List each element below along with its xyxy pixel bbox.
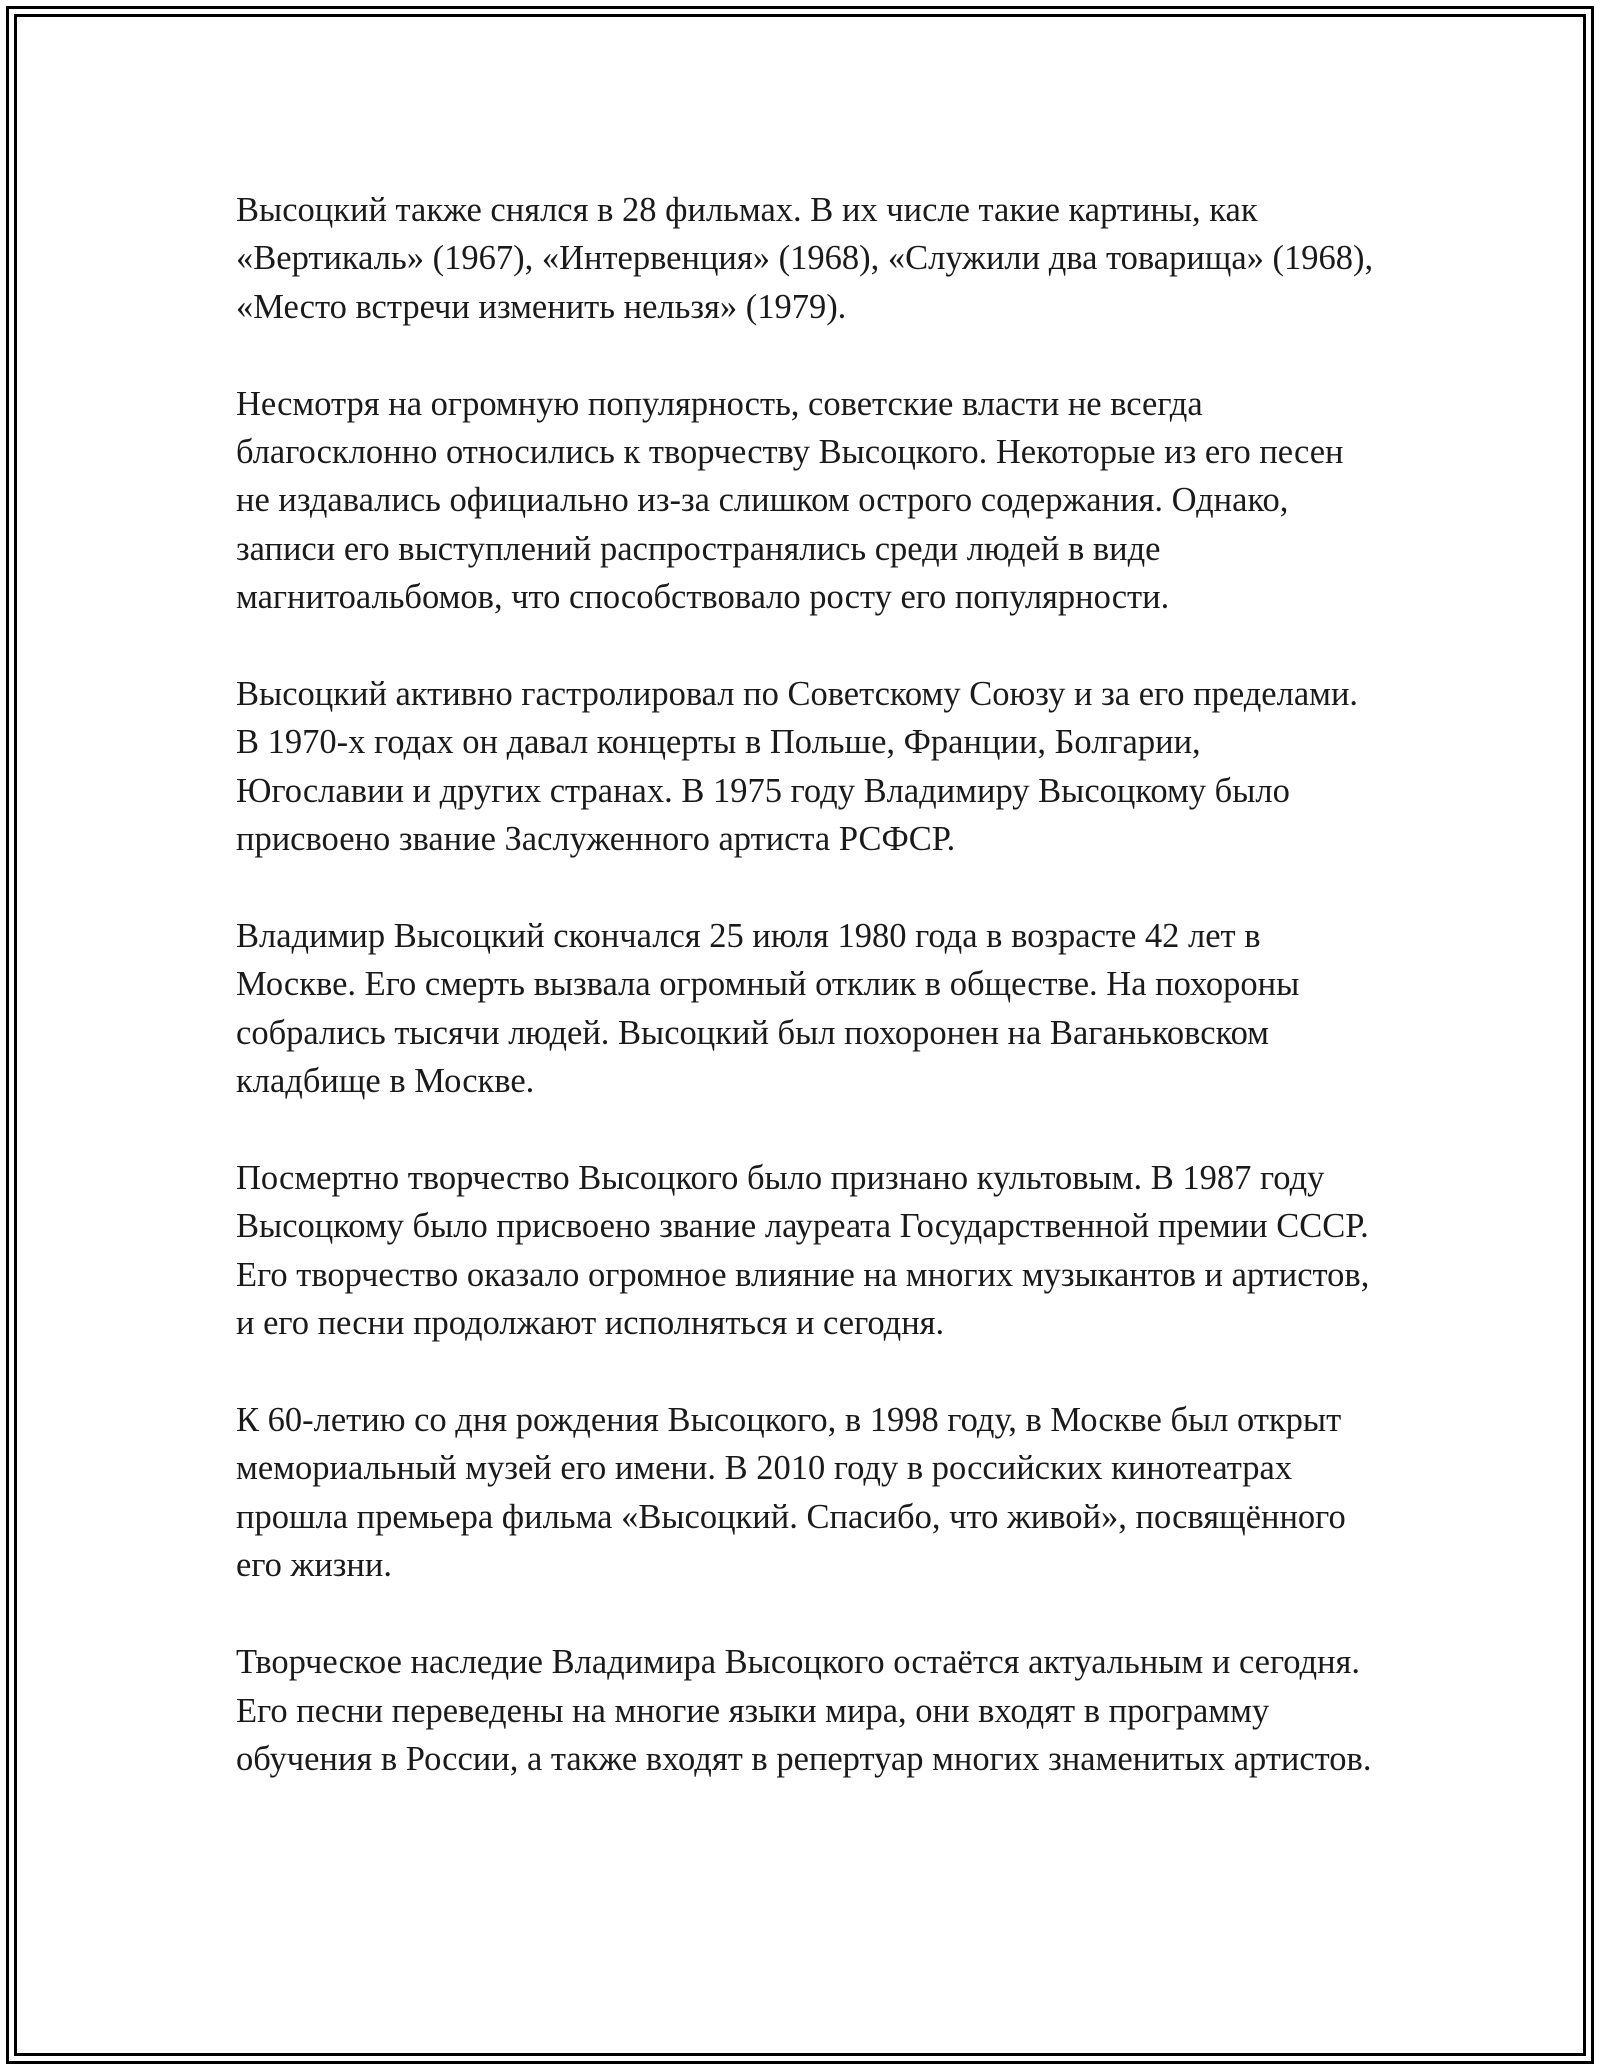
document-body: [236, 186, 1376, 1832]
paragraph-heritage: Творческое наследие Владимира Высоцкого остаётся актуальным и сегодня. Его песни переведены на многие языки мира, они входят в программу обучения в России, а также входят в репертуар многих знаменитых артистов.: [236, 1643, 1372, 1778]
paragraph-death: Владимир Высоцкий скончался 25 июля 1980 года в возрасте 42 лет в Москве. Его смерть вызвала огромный отклик в обществе. На похороны собрались тысячи людей. Высоцкий был похоронен на Ваганьковском кладбище в Москве.: [236, 917, 1300, 1101]
paragraph-museum: К 60-летию со дня рождения Высоцкого, в 1998 году, в Москве был открыт мемориальный музей его имени. В 2010 году в российских кинотеатрах прошла премьера фильма «Высоцкий. Спасибо, что живой», посвящённого его жизни.: [236, 1401, 1346, 1585]
paragraph-censorship: Несмотря на огромную популярность, советские власти не всегда благосклонно относились к творчеству Высоцкого. Некоторые из его песен не издавались официально из-за слишком острого содержания. Однако, записи его выступлений распространялись среди людей в виде магнитоальбомов, что способствовало росту его популярности.: [236, 384, 1344, 617]
paragraph-films: Высоцкий также снялся в 28 фильмах. В их числе такие картины, как «Вертикаль» (1967), «Интервенция» (1968), «Служили два товарища» (1968), «Место встречи изменить нельзя» (1979).: [236, 191, 1374, 326]
paragraph-legacy: Посмертно творчество Высоцкого было признано культовым. В 1987 году Высоцкому было присвоено звание лауреата Государственной премии СССР. Его творчество оказало огромное влияние на многих музыкантов и артистов, и его песни продолжают исполняться и сегодня.: [236, 1159, 1370, 1343]
paragraph-tours: Высоцкий активно гастролировал по Советскому Союзу и за его пределами. В 1970-х годах он давал концерты в Польше, Франции, Болгарии, Югославии и других странах. В 1975 году Владимиру Высоцкому было присвоено звание Заслуженного артиста РСФСР.: [236, 675, 1359, 859]
